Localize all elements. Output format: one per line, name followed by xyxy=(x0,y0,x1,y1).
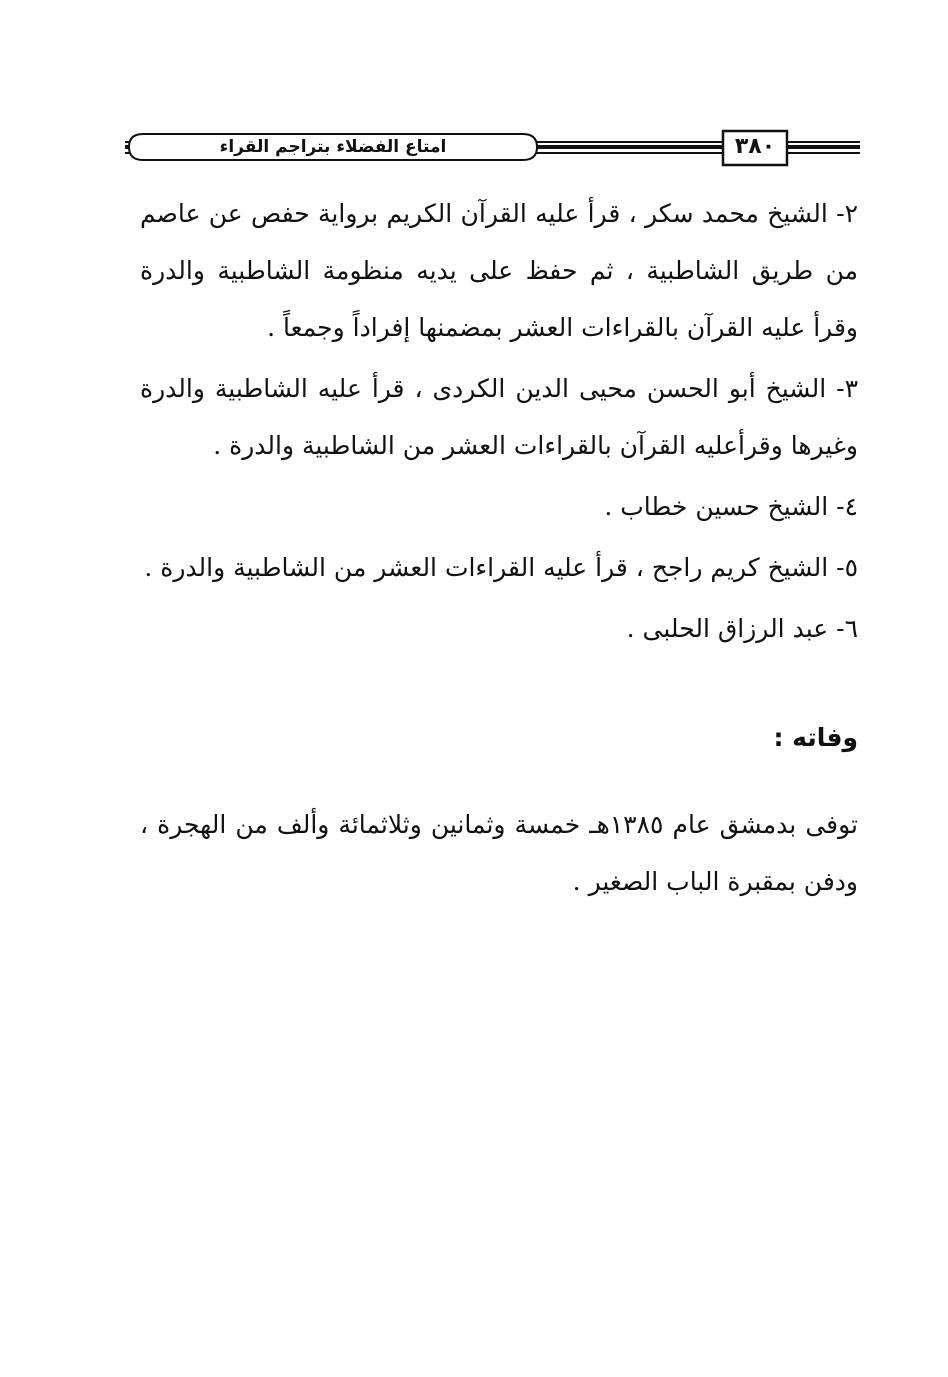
death-heading: وفاته : xyxy=(773,723,858,752)
page-body xyxy=(140,185,858,914)
teacher-item-3: ٣- الشيخ أبو الحسن محيى الدين الكردى ، قرأ عليه الشاطبية والدرة وغيرها وقرأعليه القرآن بالقراءات العشر من الشاطبية والدرة . xyxy=(140,374,858,460)
teacher-item-5: ٥- الشيخ كريم راجح ، قرأ عليه القراءات العشر من الشاطبية والدرة . xyxy=(144,553,858,582)
death-paragraph: توفى بدمشق عام ١٣٨٥هـ خمسة وثمانين وثلاثمائة وألف من الهجرة ، ودفن بمقبرة الباب الصغير . xyxy=(140,810,858,896)
teacher-item-4: ٤- الشيخ حسين خطاب . xyxy=(604,492,858,521)
book-title: امتاع الفضلاء بتراجم القراء xyxy=(219,137,447,157)
teacher-item-2: ٢- الشيخ محمد سكر ، قرأ عليه القرآن الكريم برواية حفص عن عاصم من طريق الشاطبية ، ثم حفظ على يديه منظومة الشاطبية والدرة وقرأ عليه القرآن بالقراءات العشر بمضمنها إفراداً وجمعاً . xyxy=(140,199,858,342)
teacher-item-6: ٦- عبد الرزاق الحلبى . xyxy=(626,614,858,643)
page-header xyxy=(125,128,860,168)
page-number: ٣٨٠ xyxy=(734,134,776,159)
